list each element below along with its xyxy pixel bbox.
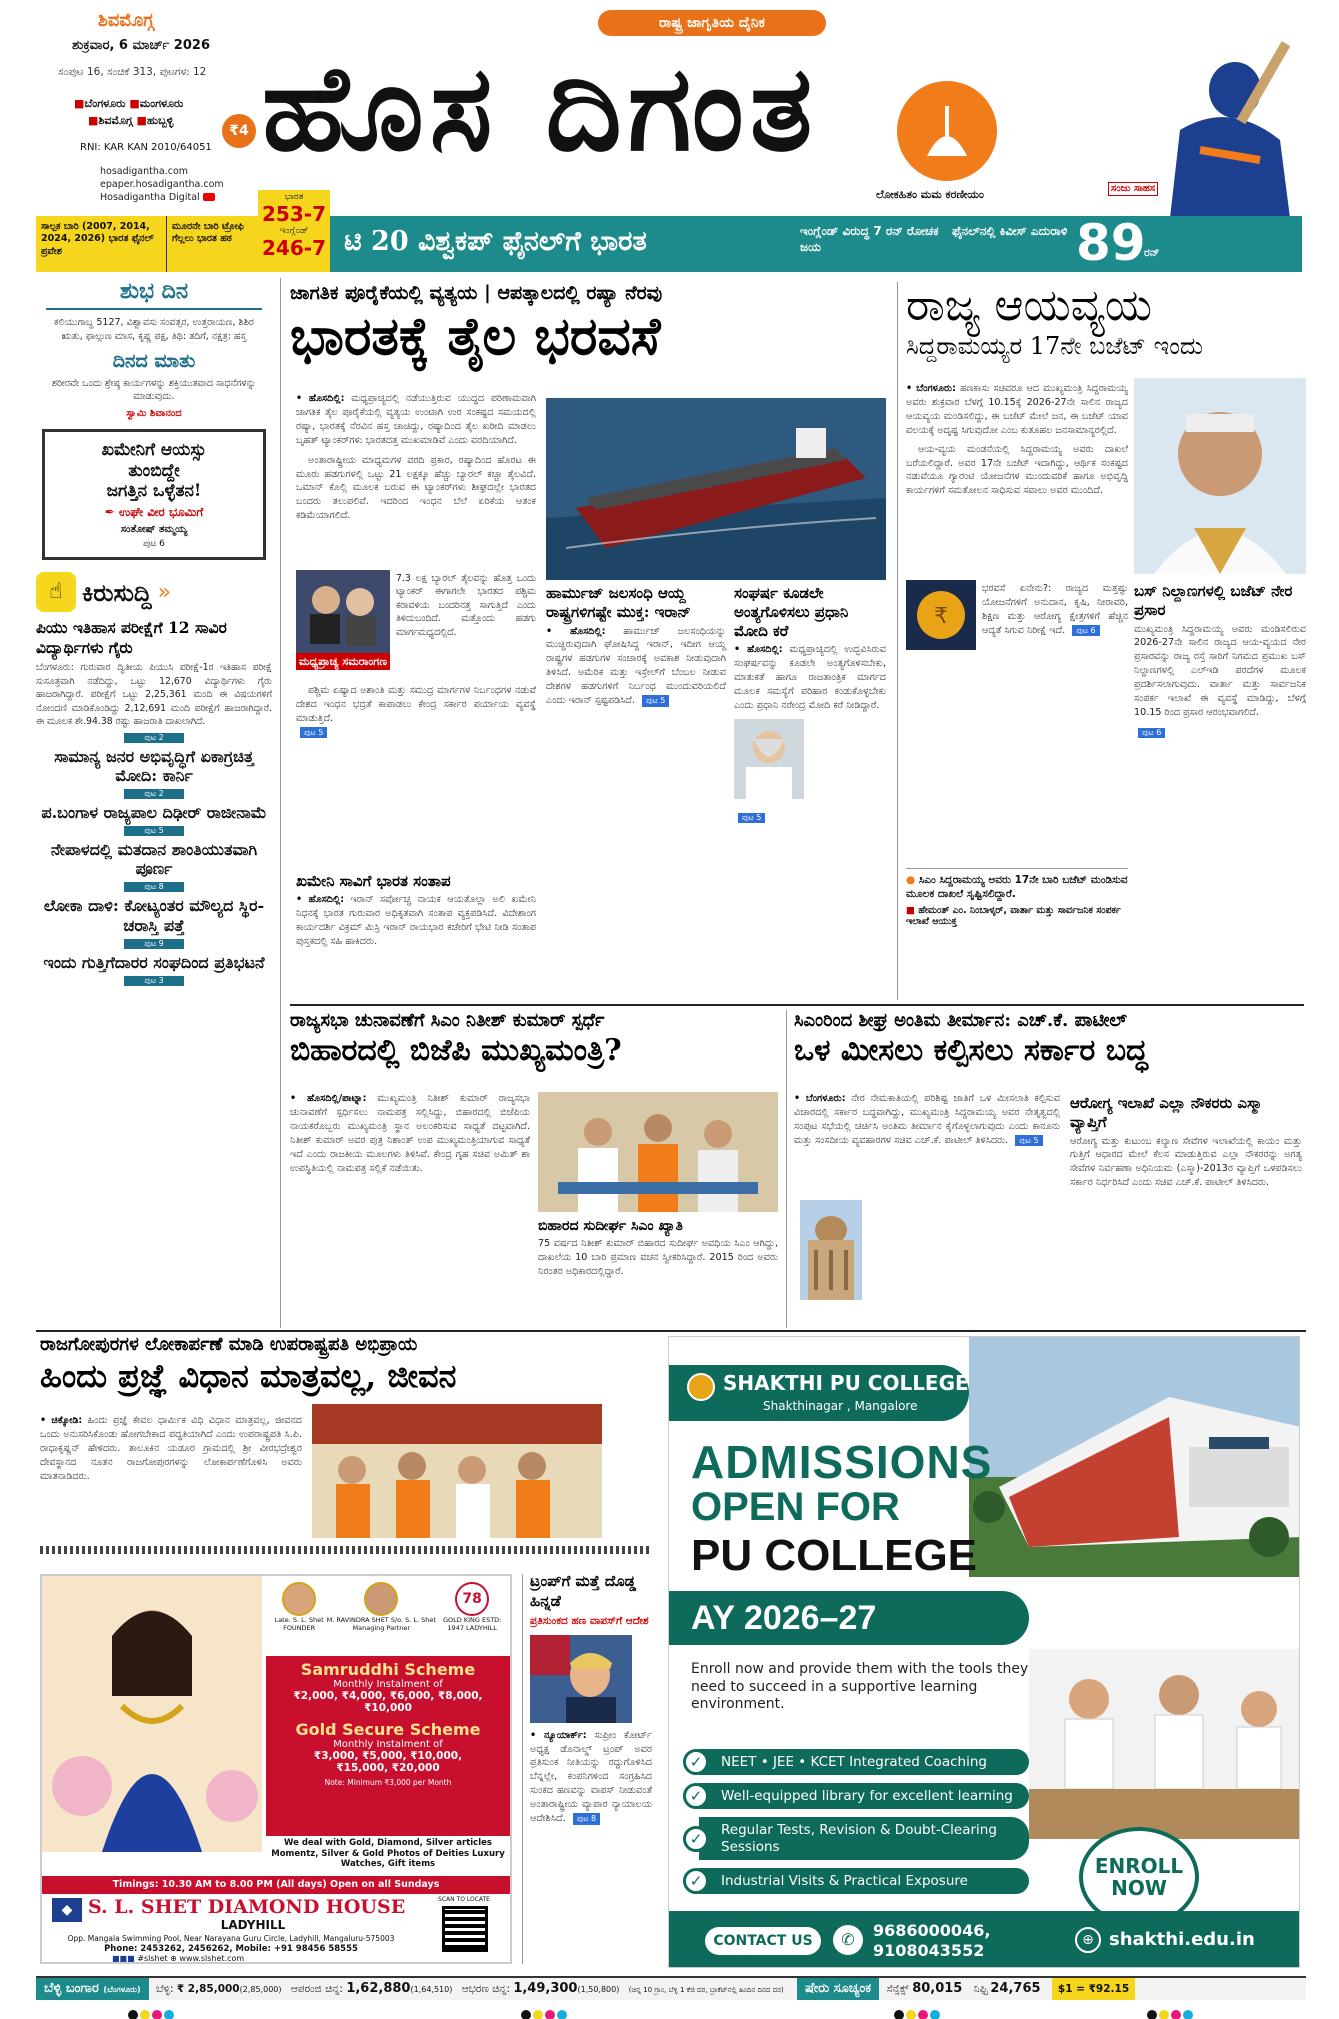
kirusuddi-page: ಪುಟ 2 bbox=[124, 733, 184, 743]
oil-col-1c: ಪಶ್ಚಿಮ ಏಷ್ಯಾದ ಅಶಾಂತಿ ಮತ್ತು ಸಮುದ್ರ ಮಾರ್ಗಗಳ ನಿರ್ಬಂಧಗಳ ನಡುವೆ ದೇಶದ ಇಂಧನ ಭದ್ರತೆ ಕಾಪಾಡಲು ಕೇಂದ್ರ ಸರ್ಕಾರ ಪರ್ಯಾಯ ವ್ಯವಸ್ಥೆ ಮಾಡುತ್ತಿದೆ. ಪುಟ 5 bbox=[296, 685, 536, 737]
digital-link[interactable]: Hosadigantha Digital bbox=[100, 192, 224, 205]
college-name: SHAKTHI PU COLLEGE bbox=[723, 1371, 969, 1395]
usd-rate: $1 = ₹92.15 bbox=[1052, 1978, 1135, 2000]
khamenei-line3: ಜಗತ್ತಿನ ಒಳ್ಳೆತನ! bbox=[106, 481, 202, 502]
trump-photo bbox=[530, 1635, 632, 1723]
trump-text: • ನ್ಯೂಯಾರ್ಕ್: ಸುಪ್ರೀಂ ಕೋರ್ಟ್ ಅಧ್ಯಕ್ಷ ಡೊನಾಲ್ಡ್ ಟ್ರಂಪ್ ಅವರ ಪ್ರತಿಸುಂಕ ನೀತಿಯನ್ನು ರದ್ದುಗೊಳಿಸಿದ ಬೆನ್ನಲ್ಲೇ, ಕಂಪನಿಗಳಿಂದ ಸಂಗ್ರಹಿಸಿದ ಸುಂಕದ ಹಣವನ್ನು ವಾಪಸ್ ನೀಡುವಂತೆ ಅಂತಾರಾಷ್ಟ್ರೀಯ ವ್ಯಾಪಾರ ನ್ಯಾಯಾಲಯ ಆದೇಶಿಸಿದೆ. ಪುಟ 8 bbox=[530, 1729, 652, 1825]
bus-headline: ಬಸ್ ನಿಲ್ದಾಣಗಳಲ್ಲಿ ಬಜೆಟ್ ನೇರ ಪ್ರಸಾರ bbox=[1134, 582, 1293, 619]
oil-headline: ಭಾರತಕ್ಕೆ ತೈಲ ಭರವಸೆ bbox=[290, 306, 661, 367]
brand-name: S. L. SHET DIAMOND HOUSE bbox=[88, 1896, 406, 1918]
scheme-note: Note: Minimum ₹3,000 per Month bbox=[324, 1778, 452, 1787]
svg-text:₹: ₹ bbox=[934, 604, 948, 629]
issue-volume: ಸಂಪುಟ 16, ಸಂಚಿಕೆ 313, ಪುಟಗಳು 12 bbox=[58, 66, 207, 78]
jewellery-ad[interactable] bbox=[40, 1574, 512, 1964]
modi-text: • ಹೊಸದಿಲ್ಲಿ: ಮಧ್ಯಪ್ರಾಚ್ಯದಲ್ಲಿ ಉದ್ಭವಿಸಿರುವ ಸಂಘರ್ಷವನ್ನು ಕೂಡಲೇ ಅಂತ್ಯಗೊಳಿಸಬೇಕು, ಮಾತುಕತೆ ಹಾಗೂ ರಾಜತಾಂತ್ರಿಕ ಮಾರ್ಗದ ಮೂಲಕ ಸಮಸ್ಯೆಗೆ ಪರಿಹಾರ ಕಂಡುಕೊಳ್ಳಬೇಕು ಎಂದು ಪ್ರಧಾನಿ ನರೇಂದ್ರ ಮೋದಿ ಕರೆ ನೀಡಿದ್ದಾರೆ. bbox=[734, 644, 886, 711]
team1-name: ಭಾರತ bbox=[284, 192, 304, 202]
campus-photo bbox=[969, 1337, 1300, 1577]
print-registration-marks bbox=[128, 2005, 1228, 2017]
bihar-kicker: ರಾಜ್ಯಸಭಾ ಚುನಾವಣೆಗೆ ಸಿಎಂ ನಿತೀಶ್ ಕುಮಾರ್ ಸ್ಪರ್ಧೆ bbox=[290, 1010, 605, 1031]
globe-icon: ⊕ bbox=[1075, 1927, 1101, 1953]
rajagopura-photo bbox=[312, 1404, 602, 1538]
city-1: ಬೆಂಗಳೂರು bbox=[84, 97, 126, 110]
oil-col-1: • ಹೊಸದಿಲ್ಲಿ: ಮಧ್ಯಪ್ರಾಚ್ಯದಲ್ಲಿ ನಡೆಯುತ್ತಿರುವ ಯುದ್ಧದ ಪರಿಣಾಮವಾಗಿ ಜಾಗತಿಕ ತೈಲ ಪೂರೈಕೆಯಲ್ಲಿ ವ್ಯತ್ಯಯ ಉಂಟಾಗಿ ಉರ ಸಂಕಷ್ಟದ ಸಮಯದಲ್ಲಿ ರಷ್ಯಾ, ಭಾರತಕ್ಕೆ ನೆರವಿನ ಹಸ್ತ ಚಾಚಿದ್ದು, ರಷ್ಯಾದಿಂದ ತೈಲ ಖರೀದಿ ಮಾಡಲು ಬೃಹತ್ ಟ್ಯಾಂಕರ್‌ಗಳು ಭಾರತದತ್ತ ಮುಖಮಾಡಿವೆ ಎಂದು ವರದಿಯಾಗಿದೆ. ಅಂತಾರಾಷ್ಟ್ರೀಯ ಮಾಧ್ಯಮಗಳ ವರದಿ ಪ್ರಕಾರ, ರಷ್ಯಾದಿಂದ ಹೊರಟ ಈ ಮೂರು ಹಡಗುಗಳಲ್ಲಿ ಒಟ್ಟು 21 ಲಕ್ಷಕ್ಕೂ ಹೆಚ್ಚು ಬ್ಯಾರಲ್ ಕಚ್ಚಾ ತೈಲವಿದೆ. ಒಮಾನ್ ಕೊಲ್ಲಿ ಮೂಲಕ ಬರುವ ಈ ಟ್ಯಾಂಕರ್‌ಗಳು ಶೀಘ್ರದಲ್ಲೇ ಭಾರತದ ಬಂದರು ತಲುಪಲಿವೆ. ಇದರಿಂದ ಇಂಧನ ಬೆಲೆ ಏರಿಕೆಯ ಆತಂಕ ಕಡಿಮೆಯಾಗಲಿದೆ. bbox=[296, 393, 536, 522]
pure-gold-rate: ಆಪರಂಜಿ ಚಿನ್ನ: 1,62,880(1,64,510) bbox=[290, 1981, 453, 1996]
brief-2-headline: ಪ.ಬಂಗಾಳ ರಾಜ್ಯಪಾಲ ದಿಢೀರ್ ರಾಜೀನಾಮೆ bbox=[41, 802, 267, 822]
scan-label: SCAN TO LOCATE bbox=[438, 1896, 490, 1903]
chevrons-icon: » bbox=[157, 579, 172, 605]
social-links[interactable]: ■■■ #slshet ⊕ www.slshet.com bbox=[112, 1954, 245, 1963]
gold-label: ಬೆಳ್ಳಿ ಬಂಗಾರ (ಬೆಂಗಳೂರು) bbox=[36, 1978, 149, 2000]
edition-name: ಶಿವಮೊಗ್ಗ bbox=[98, 10, 154, 31]
budget-headline: ರಾಜ್ಯ ಆಯವ್ಯಯ bbox=[906, 280, 1153, 331]
flame-icon: ● bbox=[906, 874, 916, 886]
hand-pointer-icon: ☝ bbox=[36, 572, 76, 612]
academic-year: AY 2026–27 bbox=[669, 1591, 1029, 1645]
brief-4-page: ಪುಟ 9 bbox=[124, 939, 184, 949]
scheme2-title: Gold Secure Scheme bbox=[295, 1720, 481, 1739]
web-links bbox=[100, 166, 224, 204]
college-features bbox=[683, 1741, 1063, 1902]
price-badge: ₹4 bbox=[222, 114, 256, 148]
scheme-box bbox=[266, 1656, 510, 1836]
condolence-headline: ಖಮೇನಿ ಸಾವಿಗೆ ಭಾರತ ಸಂತಾಪ bbox=[296, 872, 451, 890]
bihar-side-text: 75 ವರ್ಷದ ನಿತೀಶ್ ಕುಮಾರ್ ಬಿಹಾರದ ಸುದೀರ್ಘ ಅವಧಿಯ ಸಿಎಂ ಆಗಿದ್ದು, ದಾಖಲೆಯ 10 ಬಾರಿ ಪ್ರಮಾಣ ವಚನ ಸ್ವೀಕರಿಸಿದ್ದಾರೆ. 2015 ರಿಂದ ಅವರು ನಿರಂತರ ಅಧಿಕಾರದಲ್ಲಿದ್ದಾರೆ. bbox=[538, 1238, 778, 1277]
trump-page-link[interactable]: ಪುಟ 8 bbox=[573, 1813, 600, 1825]
scheme1-title: Samruddhi Scheme bbox=[300, 1660, 476, 1679]
cricketer-label: ಸಂಜು ಸಾಹಸ bbox=[1108, 182, 1158, 196]
students-photo bbox=[1029, 1649, 1300, 1839]
brand-sub: LADYHILL bbox=[220, 1918, 286, 1932]
reservation-story[interactable] bbox=[794, 1010, 1306, 1328]
bihar-side-headline: ಬಿಹಾರದ ಸುದೀರ್ಘ ಸಿಎಂ ಖ್ಯಾತಿ bbox=[538, 1218, 683, 1234]
oil-story[interactable] bbox=[290, 282, 890, 1002]
feature-4: ✓ Industrial Visits & Practical Exposure bbox=[683, 1868, 1063, 1894]
kirusuddi-title: ಕಿರುಸುದ್ದಿ bbox=[82, 577, 152, 607]
cricketer-photo bbox=[1140, 30, 1310, 218]
college-location: Shakthinagar , Mangalore bbox=[763, 1399, 918, 1413]
deals-text: We deal with Gold, Diamond, Silver articles Momentz, Silver & Gold Photos of Deities Luxury Watches, Gift items bbox=[271, 1838, 505, 1870]
college-phone-1[interactable]: 9686000046, bbox=[873, 1921, 991, 1940]
khamenei-red: ✒ ಉಘೇ ವೀರ ಭೂಮಿಗೆ bbox=[104, 505, 204, 520]
quote-text: ಶರೀರವೇ ಒಂದು ಶ್ರೇಷ್ಠ ಕಾರ್ಯಗಳನ್ನು ಶಕ್ತಿಯುತವಾದ ಸಾಧನೆಗಳನ್ನು ಮಾಡುವುದು. bbox=[51, 377, 257, 403]
brief-5-headline: ಇಂದು ಗುತ್ತಿಗೆದಾರರ ಸಂಘದಿಂದ ಪ್ರತಿಭಟನೆ bbox=[43, 952, 265, 972]
title-text: ಹೊಸ ದಿಗಂತ bbox=[262, 39, 819, 177]
silver-rate: ಬೆಳ್ಳಿ: ₹ 2,85,000(2,85,000) bbox=[155, 1983, 282, 1995]
social-icons: ■■■ bbox=[112, 1954, 135, 1963]
left-sidebar bbox=[36, 278, 272, 1323]
rni-number: RNI: KAR KAN 2010/64051 bbox=[80, 142, 212, 153]
khamenei-author: ಸಂತೋಷ್ ತಮ್ಮಯ್ಯ bbox=[120, 524, 188, 536]
brief-item-4[interactable] bbox=[36, 896, 272, 948]
pen-icon: ✒ bbox=[104, 505, 115, 520]
modi-headline: ಸಂಘರ್ಷ ಕೂಡಲೇ ಅಂತ್ಯಗೊಳಿಸಲು ಪ್ರಧಾನಿ ಮೋದಿ ಕರೆ bbox=[734, 584, 849, 640]
scheme2-amounts-1: ₹3,000, ₹5,000, ₹10,000, bbox=[313, 1750, 463, 1762]
hindu-kicker: ರಾಜಗೋಪುರಗಳ ಲೋಕಾರ್ಪಣೆ ಮಾಡಿ ಉಪರಾಷ್ಟ್ರಪತಿ ಅಭಿಪ್ರಾಯ bbox=[40, 1334, 418, 1355]
sensex-value: ಸೆನ್ಸೆಕ್ಸ್ 80,015 bbox=[886, 1981, 963, 1996]
brief-3-page: ಪುಟ 8 bbox=[124, 882, 184, 892]
hormuz-headline: ಹಾರ್ಮುಜ್ ಜಲಸಂಧಿ ಆಯ್ದ ರಾಷ್ಟ್ರಗಳಿಗಷ್ಟೇ ಮುಕ್ತ: ಇರಾನ್ bbox=[546, 584, 691, 621]
qr-code-icon[interactable] bbox=[442, 1906, 488, 1952]
runs-figure: 89 bbox=[1076, 214, 1146, 272]
hormuz-text: • ಹೊಸದಿಲ್ಲಿ: ಹಾರ್ಮುಜ್ ಜಲಸಂಧಿಯನ್ನು ಮುಚ್ಚಿರುವುದಾಗಿ ಘೋಷಿಸಿದ್ದ ಇರಾನ್, ಇದೀಗ ಆಯ್ದ ರಾಷ್ಟ್ರಗಳ ಹಡಗುಗಳ ಸಂಚಾರಕ್ಕೆ ಅವಕಾಶ ನೀಡುವುದಾಗಿ ತಿಳಿಸಿದೆ. ಅಮೆರಿಕ ಮತ್ತು ಇಸ್ರೇಲ್‌ಗೆ ಬೆಂಬಲ ನೀಡುವ ದೇಶಗಳ ಹಡಗುಗಳಿಗೆ ನಿರ್ಬಂಧ ಮುಂದುವರಿಯಲಿದೆ ಎಂದು ಇರಾನ್ ಸ್ಪಷ್ಟಪಡಿಸಿದೆ. ಪುಟ 5 bbox=[546, 625, 726, 707]
kirusuddi-header bbox=[36, 572, 272, 612]
modi-photo bbox=[734, 719, 804, 799]
store-address: Opp. Mangala Swimming Pool, Near Narayana Guru Circle, Ladyhill, Mangaluru-575003 bbox=[67, 1934, 395, 1943]
brief-2-page: ಪುಟ 5 bbox=[124, 826, 184, 836]
college-ad[interactable] bbox=[668, 1336, 1300, 1968]
admissions-h3: PU COLLEGE bbox=[691, 1531, 978, 1580]
hindu-story[interactable] bbox=[40, 1334, 660, 1546]
esma-headline: ಆರೋಗ್ಯ ಇಲಾಖೆ ಎಲ್ಲಾ ನೌಕರರು ಎಸ್ಮಾ ವ್ಯಾಪ್ತಿಗೆ bbox=[1070, 1094, 1263, 1131]
hindu-headline: ಹಿಂದು ಪ್ರಜ್ಞೆ ವಿಧಾನ ಮಾತ್ರವಲ್ಲ, ಜೀವನ bbox=[40, 1357, 457, 1395]
bihar-side[interactable] bbox=[538, 1218, 778, 1279]
budget-col-b: ಭರವಸೆ ಏನೇನು?: ರಾಜ್ಯದ ಮತ್ತಷ್ಟು ಯೋಜನೆಗಳಿಗೆ ಅನುದಾನ, ಕೃಷಿ, ನೀರಾವರಿ, ಶಿಕ್ಷಣ ಮತ್ತು ಆರೋಗ್ಯ ಕ್ಷೇತ್ರಗಳಿಗೆ ಹೆಚ್ಚಿನ ಆದ್ಯತೆ ಸಿಗುವ ನಿರೀಕ್ಷೆ ಇದೆ. ಪುಟ 6 bbox=[982, 583, 1128, 636]
contact-bar bbox=[669, 1911, 1300, 1968]
check-icon: ✓ bbox=[683, 1783, 709, 1809]
check-icon: ✓ bbox=[683, 1868, 709, 1894]
shubha-dina-title: ಶುಭ ದಿನ bbox=[119, 278, 189, 304]
panchanga-text: ಕಲಿಯುಗಾಬ್ದ 5127, ವಿಶ್ವಾವಸು ಸಂವತ್ಸರ, ಉತ್ತರಾಯಣ, ಶಿಶಿರ ಋತು, ಫಾಲ್ಗುಣ ಮಾಸ, ಕೃಷ್ಣ ಪಕ್ಷ, ತಿಥಿ: ತದಿಗೆ, ನಕ್ಷತ್ರ: ಹಸ್ತ bbox=[54, 317, 254, 343]
middle-east-caption: ಮಧ್ಯಪ್ರಾಚ್ಯ ಸಮರಾಂಗಣ bbox=[296, 653, 390, 670]
brief-item-5[interactable] bbox=[36, 953, 272, 986]
oil-kicker: ಜಾಗತಿಕ ಪೂರೈಕೆಯಲ್ಲಿ ವ್ಯತ್ಯಯ | ಆಪತ್ಕಾಲದಲ್ಲಿ ರಷ್ಯಾ ನೆರವು bbox=[290, 282, 663, 304]
brief-1-page: ಪುಟ 2 bbox=[124, 789, 184, 799]
reservation-headline: ಒಳ ಮೀಸಲು ಕಲ್ಪಿಸಲು ಸರ್ಕಾರ ಬದ್ಧ bbox=[794, 1033, 1148, 1068]
condolence-text: • ಹೊಸದಿಲ್ಲಿ: ಇರಾನ್ ಸರ್ವೋಚ್ಚ ನಾಯಕ ಆಯತೊಲ್ಲಾ ಅಲಿ ಖಮೇನಿ ನಿಧನಕ್ಕೆ ಭಾರತ ಗುರುವಾರ ಅಧಿಕೃತವಾಗಿ ಸಂತಾಪ ವ್ಯಕ್ತಪಡಿಸಿದೆ. ವಿದೇಶಾಂಗ ಕಾರ್ಯದರ್ಶಿ ವಿಕ್ರಮ್ ಮಿಸ್ರಿ ಇರಾನ್ ರಾಯಭಾರ ಕಚೇರಿಗೆ ಭೇಟಿ ನೀಡಿ ಸಂತಾಪ ಪುಸ್ತಕದಲ್ಲಿ ಸಹಿ ಹಾಕಿದರು. bbox=[296, 894, 536, 947]
bihar-text: • ಹೊಸದಿಲ್ಲಿ/ಪಾಟ್ನಾ: ಮುಖ್ಯಮಂತ್ರಿ ನಿತೀಶ್ ಕುಮಾರ್ ರಾಜ್ಯಸಭಾ ಚುನಾವಣೆಗೆ ಸ್ಪರ್ಧಿಸಲು ನಾಮಪತ್ರ ಸಲ್ಲಿಸಿದ್ದು, ಬಿಹಾರದಲ್ಲಿ ಬಿಜೆಪಿಯ ನಾಯಕರೊಬ್ಬರು ಮುಖ್ಯಮಂತ್ರಿ ಸ್ಥಾನ ಅಲಂಕರಿಸುವ ಸಾಧ್ಯತೆ ದಟ್ಟವಾಗಿದೆ. ನಿತೀಶ್ ಕುಮಾರ್ ಅವರ ಪುತ್ರ ನಿಶಾಂತ್ ಉಪ ಮುಖ್ಯಮಂತ್ರಿಯಾಗುವ ಸಾಧ್ಯತೆ ಇದೆ ಎಂದು ರಾಜಕೀಯ ಮೂಲಗಳು ತಿಳಿಸಿವೆ. ಕೇಂದ್ರ ಗೃಹ ಸಚಿವ ಅಮಿತ್ ಶಾ ಉಪಸ್ಥಿತಿಯಲ್ಲಿ ನಾಮಪತ್ರ ಸಲ್ಲಿಕೆ ನಡೆಯಿತು. bbox=[290, 1093, 530, 1174]
bihar-photo bbox=[538, 1092, 778, 1212]
brief-item-1[interactable] bbox=[36, 747, 272, 799]
founder-1: Late. S. L. Shet FOUNDER bbox=[272, 1582, 326, 1644]
team1-score: 253-7 bbox=[262, 202, 326, 226]
feature-2: ✓ Well-equipped library for excellent learning bbox=[683, 1783, 1063, 1809]
check-icon: ✓ bbox=[683, 1749, 709, 1775]
scheme1-amounts: ₹2,000, ₹4,000, ₹6,000, ₹8,000, ₹10,000 bbox=[293, 1690, 483, 1714]
budget-page-link[interactable]: ಪುಟ 6 bbox=[1072, 625, 1099, 637]
quote-author: ಸ್ವಾಮಿ ಶಿವಾನಂದ bbox=[126, 408, 182, 420]
motto: ಲೋಕಹಿತಂ ಮಮ ಕರಣೀಯಂ bbox=[876, 188, 984, 201]
rupee-coin-icon bbox=[906, 580, 976, 650]
modi-page-link[interactable]: ಪುಟ 5 bbox=[738, 813, 765, 823]
founder-portraits bbox=[272, 1582, 508, 1644]
contact-us-button[interactable]: CONTACT US bbox=[705, 1927, 821, 1955]
esma-box[interactable] bbox=[1070, 1094, 1302, 1190]
dinada-matu-title: ದಿನದ ಮಾತು bbox=[112, 349, 196, 372]
masthead bbox=[0, 0, 1339, 215]
website-link[interactable]: hosadigantha.com bbox=[100, 166, 189, 177]
scorecard bbox=[258, 190, 330, 272]
reservation-text: • ಬೆಂಗಳೂರು: ನೇರ ನೇಮಕಾತಿಯಲ್ಲಿ ಪರಿಶಿಷ್ಟ ಜಾತಿಗೆ ಒಳ ಮೀಸಲಾತಿ ಕಲ್ಪಿಸುವ ವಿಚಾರದಲ್ಲಿ ಸರ್ಕಾರ ಬದ್ಧವಾಗಿದ್ದು, ಮುಖ್ಯಮಂತ್ರಿ ಸಿದ್ದರಾಮಯ್ಯ ಅವರ ನೇತೃತ್ವದಲ್ಲಿ ಸಂಪುಟ ಸಭೆಯಲ್ಲಿ ಚರ್ಚಿಸಿ ಅಂತಿಮ ತೀರ್ಮಾನ ಕೈಗೊಳ್ಳಲಾಗುವುದು ಎಂದು ಕಾನೂನು ಮತ್ತು ಸಂಸದೀಯ ವ್ಯವಹಾರಗಳ ಸಚಿವ ಎಚ್.ಕೆ. ಪಾಟೀಲ್ ತಿಳಿಸಿದರು. ಪುಟ 5 bbox=[794, 1093, 1060, 1146]
oil-page-link[interactable]: ಪುಟ 5 bbox=[300, 727, 327, 739]
score-headline: ಟಿ 20 ವಿಶ್ವಕಪ್ ಫೈನಲ್‌ಗೆ ಭಾರತ bbox=[344, 226, 647, 257]
oil-col-1b: 7.3 ಲಕ್ಷ ಬ್ಯಾರಲ್ ತೈಲವನ್ನು ಹೊತ್ತ ಒಂದು ಟ್ಯಾಂಕರ್ ಈಗಾಗಲೇ ಭಾರತದ ಪಶ್ಚಿಮ ಕರಾವಳಿಯ ಬಂದರಿನತ್ತ ಸಾಗುತ್ತಿದೆ ಎಂದು ತಿಳಿದುಬಂದಿದೆ. ಮತ್ತೊಂದು ಹಡಗು ಮಾರ್ಗಮಧ್ಯದಲ್ಲಿದೆ. bbox=[396, 573, 536, 638]
bihar-story[interactable] bbox=[290, 1010, 780, 1328]
share-label: ಷೇರು ಸೂಚ್ಯಂಕ bbox=[797, 1978, 879, 2000]
scheme2-sub: Monthly Instalment of bbox=[333, 1739, 443, 1750]
budget-subhead: ಸಿದ್ದರಾಮಯ್ಯರ 17ನೇ ಬಜೆಟ್ ಇಂದು bbox=[906, 332, 1203, 361]
bihar-headline: ಬಿಹಾರದಲ್ಲಿ ಬಿಜೆಪಿ ಮುಖ್ಯಮಂತ್ರಿ? bbox=[290, 1033, 622, 1068]
globe-icon: ⊕ bbox=[170, 1954, 177, 1963]
model-photo bbox=[42, 1576, 262, 1852]
newspaper-title bbox=[262, 28, 1142, 188]
check-icon: ✓ bbox=[683, 1826, 709, 1852]
win-note: ಇಂಗ್ಲೆಂಡ್ ವಿರುದ್ಧ 7 ರನ್ ರೋಚಕ ಜಯ bbox=[800, 224, 939, 254]
reservation-page-link[interactable]: ಪುಟ 5 bbox=[1015, 1135, 1042, 1147]
trump-subhead: ಪ್ರತಿಸುಂಕದ ಹಣ ವಾಪಸ್‌ಗೆ ಆದೇಶ bbox=[530, 1615, 649, 1627]
college-blurb: Enroll now and provide them with the tools they need to succeed in a supportive learning environment. bbox=[691, 1661, 1029, 1712]
vidhana-soudha-photo bbox=[800, 1200, 862, 1300]
bus-story[interactable] bbox=[1134, 582, 1306, 739]
admissions-h1: ADMISSIONS bbox=[691, 1436, 993, 1488]
budget-story[interactable] bbox=[906, 282, 1306, 1002]
oil-tanker-photo bbox=[546, 398, 886, 580]
enroll-now-badge[interactable]: ENROLL NOW bbox=[1079, 1827, 1199, 1927]
modi-story[interactable] bbox=[734, 584, 886, 824]
youtube-icon bbox=[203, 193, 215, 201]
founder-2: M. RAVINDRA SHET S/o. S. L. Shet Managing Partner bbox=[326, 1582, 436, 1644]
feature-3: ✓ Regular Tests, Revision & Doubt-Clearing Sessions bbox=[683, 1817, 1063, 1859]
college-logo-icon bbox=[687, 1373, 715, 1401]
bus-text: ಮುಖ್ಯಮಂತ್ರಿ ಸಿದ್ದರಾಮಯ್ಯ ಅವರು ಮಂಡಿಸಲಿರುವ 2026-27ನೇ ಸಾಲಿನ ರಾಜ್ಯದ ಆಯ-ವ್ಯಯದ ನೇರ ಪ್ರಸಾರವನ್ನು ರಾಜ್ಯ ರಸ್ತೆ ಸಾರಿಗೆ ನಿಗಮದ ಪ್ರಮುಖ ಬಸ್ ನಿಲ್ದಾಣಗಳಲ್ಲಿ ಎಲ್‌ಇಡಿ ಪರದೆಗಳ ಮೂಲಕ ಪ್ರದರ್ಶಿಸಲಾಗುವುದು. ವಾರ್ತಾ ಮತ್ತು ಸಾರ್ವಜನಿಕ ಸಂಪರ್ಕ ಇಲಾಖೆ ಈ ವ್ಯವಸ್ಥೆ ಮಾಡಿದ್ದು, ಬೆಳಗ್ಗೆ 10.15 ರಿಂದ ಪ್ರಸಾರ ಆರಂಭವಾಗಲಿದೆ. bbox=[1134, 623, 1306, 718]
brief-5-page: ಪುಟ 3 bbox=[124, 976, 184, 986]
budget-note bbox=[906, 868, 1128, 927]
reservation-kicker: ಸಿಎಂರಿಂದ ಶೀಘ್ರ ಅಂತಿಮ ತೀರ್ಮಾನ: ಎಚ್.ಕೆ. ಪಾಟೀಲ್ bbox=[794, 1010, 1127, 1031]
jewel-gold-rate: ಆಭರಣ ಚಿನ್ನ: 1,49,300(1,50,800) bbox=[461, 1981, 620, 1996]
team2-name: ಇಂಗ್ಲೆಂಡ್ bbox=[279, 226, 309, 236]
nifty-value: ನಿಫ್ಟಿ 24,765 bbox=[973, 1981, 1041, 1996]
brief-item-3[interactable] bbox=[36, 840, 272, 892]
city-3: ಶಿವಮೊಗ್ಗ bbox=[98, 113, 133, 127]
timings-bar: Timings: 10.30 AM to 8.00 PM (All days) Open on all Sundays bbox=[42, 1876, 510, 1894]
brief-1-headline: ಸಾಮಾನ್ಯ ಜನರ ಅಭಿವೃದ್ಧಿಗೆ ಏಕಾಗ್ರಚಿತ್ತ ಮೋದಿ: ಕಾರ್ನಿ bbox=[54, 746, 254, 785]
khamenei-line1: ಖಮೇನಿಗೆ ಆಯಸ್ಸು bbox=[101, 440, 207, 461]
tagline-banner: ರಾಷ್ಟ್ರ ಜಾಗೃತಿಯ ದೈನಿಕ bbox=[598, 10, 826, 36]
brief-item-2[interactable] bbox=[36, 803, 272, 836]
khamenei-line2: ತುಂಬಿದ್ದೇ bbox=[128, 460, 180, 481]
budget-note-author: ■ ಹೇಮಂತ್ ಎಂ. ನಿಂಬಾಳ್ಕರ್, ವಾರ್ತಾ ಮತ್ತು ಸಾರ್ವಜನಿಕ ಸಂಪರ್ಕ ಇಲಾಖೆ ಆಯುಕ್ತ bbox=[906, 905, 1121, 928]
divider-stripes bbox=[40, 1546, 652, 1554]
trophy-note: ಮೂರನೇ ಬಾರಿ ಟ್ರೋಫಿ ಗೆಲ್ಲಲು ಭಾರತ ಹಠ bbox=[166, 216, 258, 272]
store-phone: Phone: 2453262, 2456262, Mobile: +91 98456 58555 bbox=[104, 1944, 358, 1954]
brief-3-headline: ನೇಪಾಳದಲ್ಲಿ ಮತದಾನ ಶಾಂತಿಯುತವಾಗಿ ಪೂರ್ಣ bbox=[50, 840, 258, 879]
final-opponent-note: ಫೈನಲ್‌ನಲ್ಲಿ ಕಿವೀಸ್ ಎದುರಾಳಿ bbox=[952, 224, 1068, 238]
trump-story[interactable] bbox=[530, 1572, 652, 1968]
khamenei-page: ಪುಟ 6 bbox=[143, 539, 165, 550]
khamenei-box[interactable] bbox=[42, 429, 266, 560]
epaper-link[interactable]: epaper.hosadigantha.com bbox=[100, 178, 224, 190]
rate-note: (ಚಿನ್ನ 10 ಗ್ರಾಂ, ಬೆಳ್ಳಿ 1 ಕೆಜಿ ದರ, ಬ್ರಾಕೆಟ್‌ನಲ್ಲಿ ಹಿಂದಿನ ದಿನದ ದರ) bbox=[628, 1986, 784, 1994]
esma-text: ಆರೋಗ್ಯ ಮತ್ತು ಕುಟುಂಬ ಕಲ್ಯಾಣ ಸೇವೆಗಳ ಇಲಾಖೆಯಲ್ಲಿ ಕಾಯಂ ಮತ್ತು ಗುತ್ತಿಗೆ ಆಧಾರದ ಮೇಲೆ ಕೆಲಸ ಮಾಡುತ್ತಿರುವ ಎಲ್ಲಾ ನೌಕರರನ್ನು ಅಗತ್ಯ ಸೇವೆಗಳ ನಿರ್ವಹಣಾ ಅಧಿನಿಯಮ (ಎಸ್ಮಾ)-2013ರ ವ್ಯಾಪ್ತಿಗೆ ಒಳಪಡಿಸಲು ಸರ್ಕಾರ ನಿರ್ಧರಿಸಿದೆ ಎಂದು ಸಚಿವ ಎಚ್.ಕೆ. ಪಾಟೀಲ್ ತಿಳಿಸಿದರು. bbox=[1070, 1135, 1302, 1189]
college-phone-2[interactable]: 9108043552 bbox=[873, 1941, 985, 1960]
hindu-text: • ಚಿಕ್ಕೋಡಿ: ಹಿಂದು ಪ್ರಜ್ಞೆ ಕೇವಲ ಧಾರ್ಮಿಕ ವಿಧಿ ವಿಧಾನ ಮಾತ್ರವಲ್ಲ, ಜೀವನದ ಒಂದು ಅನುಸರಿಸಿಕೊಂಡು ಹೋಗಬೇಕಾದ ಪದ್ಧತಿಯಾಗಿದೆ ಎಂದು ಉಪರಾಷ್ಟ್ರಪತಿ ಸಿ.ಪಿ. ರಾಧಾಕೃಷ್ಣನ್ ಹೇಳಿದರು. ತಾಲೂಕಿನ ಯಡೂರ ಗ್ರಾಮದಲ್ಲಿ ಶ್ರೀ ವೀರಭದ್ರೇಶ್ವರ ದೇವಸ್ಥಾನದ ನೂತನ ರಾಜಗೋಪುರಗಳನ್ನು ಲೋಕಾರ್ಪಣೆಗೊಳಿಸಿ ಅವರು ಮಾತನಾಡಿದರು. bbox=[40, 1415, 302, 1482]
trump-headline: ಟ್ರಂಪ್‌ಗೆ ಮತ್ತೆ ದೊಡ್ಡ ಹಿನ್ನಡೆ bbox=[530, 1572, 636, 1610]
kirusuddi-text: ಬೆಂಗಳೂರು: ಗುರುವಾರ ದ್ವಿತೀಯ ಪಿಯುಸಿ ಪರೀಕ್ಷೆ-1ರ ಇತಿಹಾಸ ಪರೀಕ್ಷೆ ಸುಸೂತ್ರವಾಗಿ ನಡೆದಿದ್ದು, ಒಟ್ಟು 12,670 ವಿದ್ಯಾರ್ಥಿಗಳು ಗೈರು ಹಾಜರಾಗಿದ್ದಾರೆ. ಪರೀಕ್ಷೆಗೆ ಒಟ್ಟು 2,25,361 ಮಂದಿ ಈ ವಿಷಯಗಳಿಗೆ ನೋಂದಣಿ ಮಾಡಿಕೊಂಡಿದ್ದು 2,12,691 ಮಂದಿ ಪರೀಕ್ಷೆಗೆ ಹಾಜರಾಗಿದ್ದಾರೆ. ಈ ಮೂಲಕ ಶೇ.94.38 ರಷ್ಟು ಹಾಜರಾತಿ ದಾಖಲಾಗಿದೆ. bbox=[36, 662, 272, 728]
city-4: ಹುಬ್ಬಳ್ಳಿ bbox=[146, 113, 174, 127]
city-2: ಮಂಗಳೂರು bbox=[139, 97, 184, 110]
admissions-h2: OPEN FOR bbox=[691, 1485, 900, 1529]
hormuz-page-link[interactable]: ಪುಟ 5 bbox=[642, 695, 669, 707]
gold-king-badge: 78 GOLD KING ESTD: 1947 LADYHILL bbox=[436, 1582, 508, 1644]
final-entries-note: ಸಾಲ್ಪಕ ಬಾರಿ (2007, 2014, 2024, 2026) ಭಾರತ ಫೈನಲ್ ಪ್ರವೇಶ bbox=[36, 216, 166, 272]
sun-emblem-icon bbox=[892, 76, 1002, 186]
edition-cities: ■ಬೆಂಗಳೂರು ■ಮಂಗಳೂರು ■ಶಿವಮೊಗ್ಗ ■ಹುಬ್ಬಳ್ಳಿ bbox=[74, 97, 184, 127]
feature-1: ✓ NEET • JEE • KCET Integrated Coaching bbox=[683, 1749, 1063, 1775]
runs-unit: ರನ್ bbox=[1144, 246, 1160, 259]
issue-date: ಶುಕ್ರವಾರ, 6 ಮಾರ್ಚ್ 2026 bbox=[72, 38, 210, 53]
budget-note-text: ● ಸಿಎಂ ಸಿದ್ದರಾಮಯ್ಯ ಅವರು 17ನೇ ಬಾರಿ ಬಜೆಟ್ ಮಂಡಿಸುವ ಮೂಲಕ ದಾಖಲೆ ಸೃಷ್ಟಿಸಲಿದ್ದಾರೆ. bbox=[906, 874, 1128, 901]
phone-icon: ✆ bbox=[833, 1925, 863, 1955]
market-ticker bbox=[36, 1976, 1306, 2000]
budget-col: • ಬೆಂಗಳೂರು: ಹಣಕಾಸು ಸಚಿವರೂ ಆದ ಮುಖ್ಯಮಂತ್ರಿ ಸಿದ್ದರಾಮಯ್ಯ ಅವರು ಶುಕ್ರವಾರ ಬೆಳಗ್ಗೆ 10.15ಕ್ಕೆ 2026-27ನೇ ಸಾಲಿನ ರಾಜ್ಯದ ಆಯವ್ಯಯ ಮಂಡಿಸಲಿದ್ದು, ಈ ಬಜೆಟ್ ಮೇಲೆ ಜನ, ಈ ಬಜೆಟ್ ಯಾವ ವಲಯಕ್ಕೆ ಅದೃಷ್ಟ ಸಿಗುವುದೋ ಎಂಬ ಕುತೂಹಲ ಜನಸಾಮಾನ್ಯರಲ್ಲಿದೆ. ಆಯ-ವ್ಯಯ ಮಂಡನೆಯಲ್ಲಿ ಸಿದ್ದರಾಮಯ್ಯ ಅವರು ದಾಖಲೆ ಬರೆಯಲಿದ್ದಾರೆ. ಅವರ 17ನೇ ಬಜೆಟ್ ಇದಾಗಿದ್ದು, ಆರ್ಥಿಕ ಸಂಕಷ್ಟದ ನಡುವೆಯೂ ಗ್ಯಾರಂಟಿ ಯೋಜನೆಗಳ ಮುಂದುವರಿಕೆ ಹಾಗೂ ಅಭಿವೃದ್ಧಿ ಕಾರ್ಯಗಳಿಗೆ ಸಮತೋಲನ ಸಾಧಿಸುವ ಸವಾಲು ಅವರ ಮುಂದಿದೆ. bbox=[906, 383, 1128, 497]
college-website[interactable]: shakthi.edu.in bbox=[1109, 1929, 1255, 1950]
diamond-logo-icon: ◆ bbox=[52, 1898, 82, 1922]
middle-east-photo bbox=[296, 570, 390, 670]
brief-4-headline: ಲೋಕಾ ದಾಳಿ: ಕೋಟ್ಯಂತರ ಮೌಲ್ಯದ ಸ್ಥಿರ-ಚರಾಸ್ತಿ ಪತ್ತೆ bbox=[43, 896, 265, 935]
siddaramaiah-photo bbox=[1134, 378, 1306, 574]
hormuz-story[interactable] bbox=[546, 584, 726, 708]
bus-page-link[interactable]: ಪುಟ 6 bbox=[1138, 728, 1165, 738]
khamenei-condolence[interactable] bbox=[296, 872, 536, 949]
scheme2-amounts-2: ₹15,000, ₹20,000 bbox=[336, 1762, 440, 1774]
team2-score: 246-7 bbox=[262, 236, 326, 260]
kirusuddi-headline[interactable]: ಪಿಯು ಇತಿಹಾಸ ಪರೀಕ್ಷೆಗೆ 12 ಸಾವಿರ ವಿದ್ಯಾರ್ಥಿಗಳು ಗೈರು bbox=[36, 618, 227, 657]
scheme1-sub: Monthly Instalment of bbox=[333, 1679, 443, 1690]
